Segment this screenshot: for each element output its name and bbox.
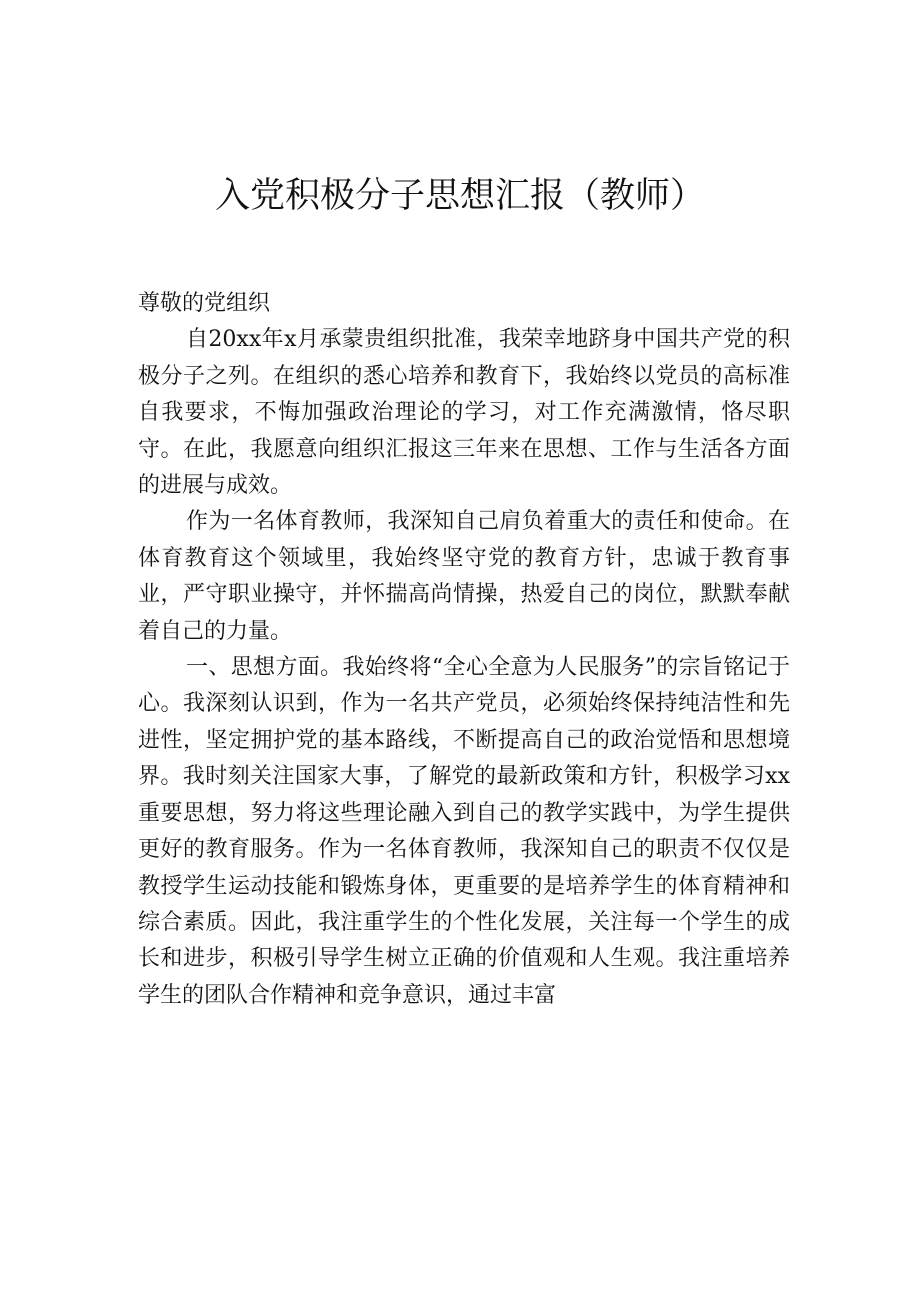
paragraph-1: 自20xx年x月承蒙贵组织批准，我荣幸地跻身中国共产党的积极分子之列。在组织的悉心培养和教育下，我始终以党员的高标准自我要求，不悔加强政治理论的学习，对工作充满激情，恪尽职守。在此，我愿意向组织汇报这三年来在思想、工作与生活各方面的进展与成效。 xyxy=(138,327,790,499)
document-body xyxy=(138,286,790,1014)
salutation: 尊敬的党组织 xyxy=(138,291,271,316)
paragraph-2: 作为一名体育教师，我深知自己肩负着重大的责任和使命。在体育教育这个领域里，我始终坚守党的教育方针，忠诚于教育事业，严守职业操守，并怀揣高尚情操，热爱自己的岗位，默默奉献着自己的力量。 xyxy=(138,509,790,644)
document-title: 入党积极分子思想汇报（教师） xyxy=(214,176,705,216)
paragraph-3: 一、思想方面。我始终将“全心全意为人民服务”的宗旨铭记于心。我深刻认识到，作为一名共产党员，必须始终保持纯洁性和先进性，坚定拥护党的基本路线，不断提高自己的政治觉悟和思想境界。我时刻关注国家大事，了解党的最新政策和方针，积极学习xx重要思想，努力将这些理论融入到自己的教学实践中，为学生提供更好的教育服务。作为一名体育教师，我深知自己的职责不仅仅是教授学生运动技能和锻炼身体，更重要的是培养学生的体育精神和综合素质。因此，我注重学生的个性化发展，关注每一个学生的成长和进步，积极引导学生树立正确的价值观和人生观。我注重培养学生的团队合作精神和竞争意识，通过丰富 xyxy=(138,655,790,1008)
